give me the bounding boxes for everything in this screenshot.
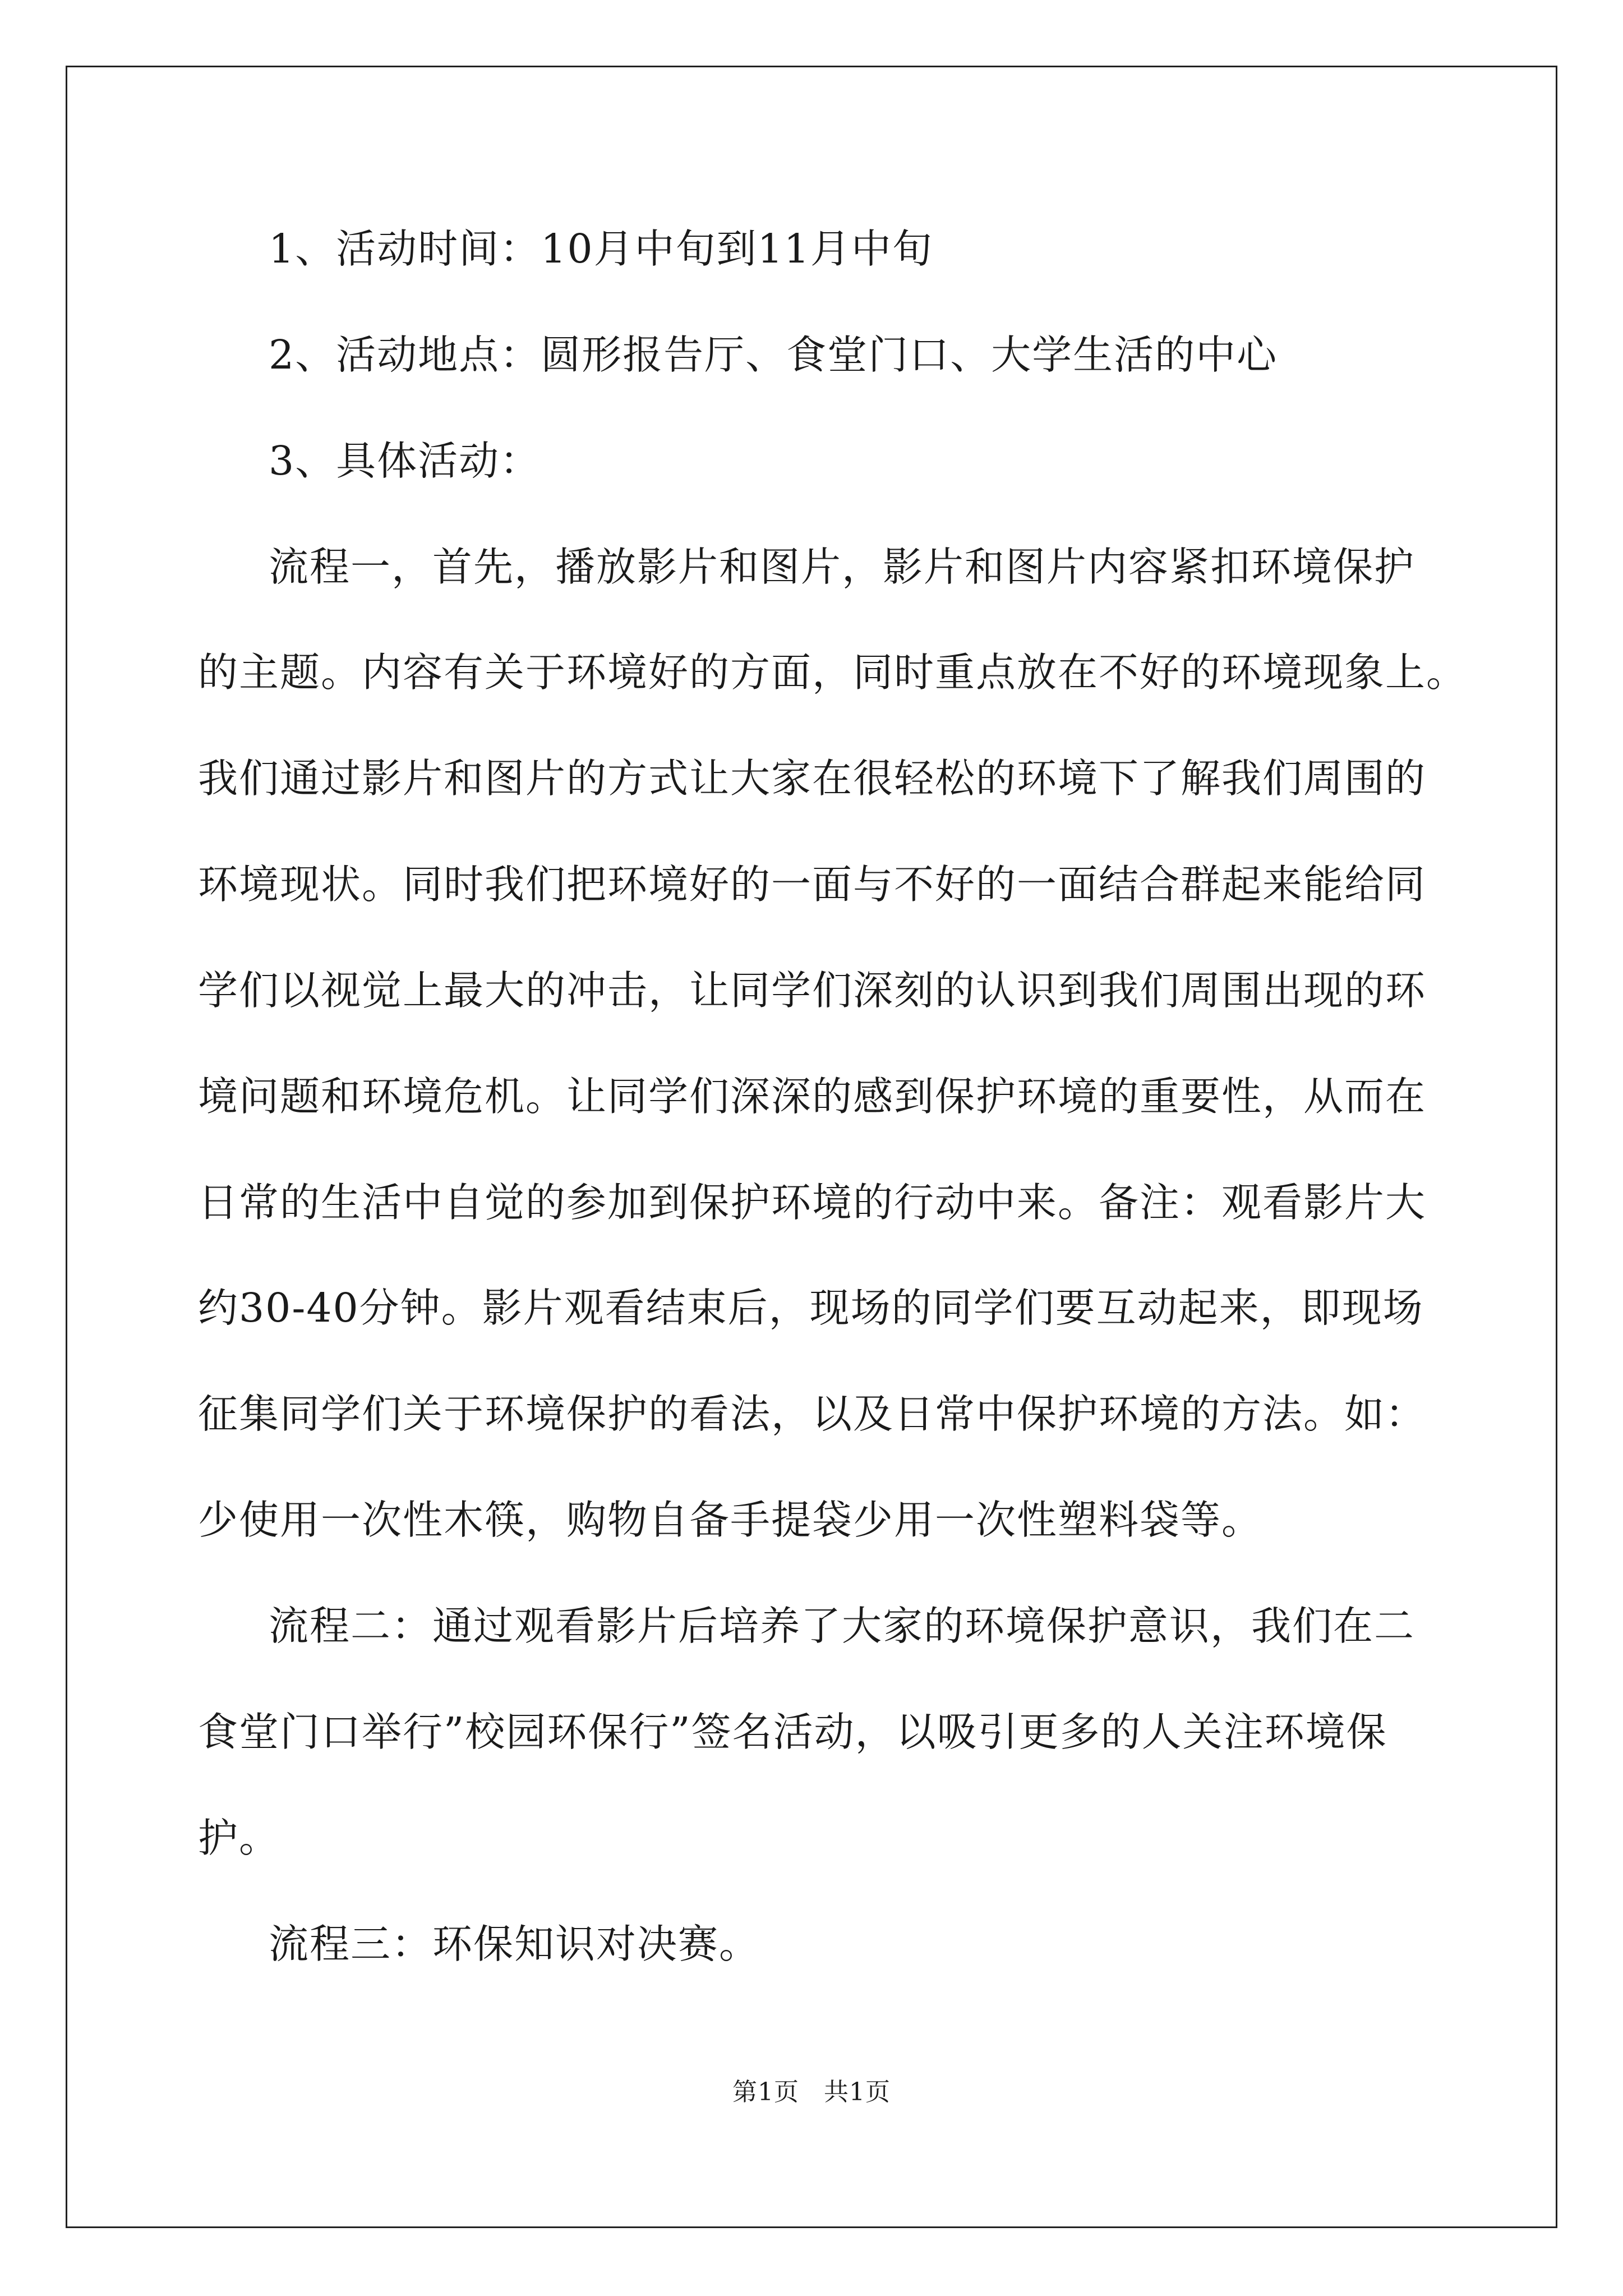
paragraph-line: 流程三：环保知识对决赛。 — [269, 1921, 760, 1967]
activity-details-heading: 3、具体活动： — [269, 438, 541, 484]
paragraph-line: 食堂门口举行”校园环保行”签名活动，以吸引更多的人关注环境保 — [198, 1709, 1387, 1755]
paragraph-line: 我们通过影片和图片的方式让大家在很轻松的环境下了解我们周围的 — [198, 755, 1427, 802]
paragraph-line: 流程二：通过观看影片后培养了大家的环境保护意识，我们在二 — [269, 1603, 1415, 1649]
paragraph-line: 的主题。内容有关于环境好的方面，同时重点放在不好的环境现象上。 — [198, 649, 1468, 696]
page-footer — [0, 2076, 1623, 2109]
paragraph-line: 约30-40分钟。影片观看结束后，现场的同学们要互动起来，即现场 — [198, 1285, 1424, 1331]
paragraph-line: 征集同学们关于环境保护的看法，以及日常中保护环境的方法。如： — [198, 1391, 1427, 1437]
paragraph-line: 环境现状。同时我们把环境好的一面与不好的一面结合群起来能给同 — [198, 861, 1427, 908]
paragraph-line: 少使用一次性木筷，购物自备手提袋少用一次性塑料袋等。 — [198, 1497, 1263, 1543]
page-number: 第1页 — [732, 2078, 799, 2106]
page-border — [66, 66, 1557, 2228]
paragraph-line: 护。 — [198, 1815, 280, 1861]
paragraph-line: 学们以视觉上最大的冲击，让同学们深刻的认识到我们周围出现的环 — [198, 967, 1427, 1014]
activity-location: 2、活动地点：圆形报告厅、食堂门口、大学生活的中心 — [269, 332, 1278, 378]
paragraph-line: 境问题和环境危机。让同学们深深的感到保护环境的重要性，从而在 — [198, 1073, 1427, 1120]
paragraph-line: 日常的生活中自觉的参加到保护环境的行动中来。备注：观看影片大 — [198, 1179, 1427, 1226]
activity-time: 1、活动时间：10月中旬到11月中旬 — [269, 226, 933, 272]
paragraph-line: 流程一，首先，播放影片和图片，影片和图片内容紧扣环境保护 — [269, 544, 1415, 590]
page-total: 共1页 — [824, 2078, 891, 2106]
